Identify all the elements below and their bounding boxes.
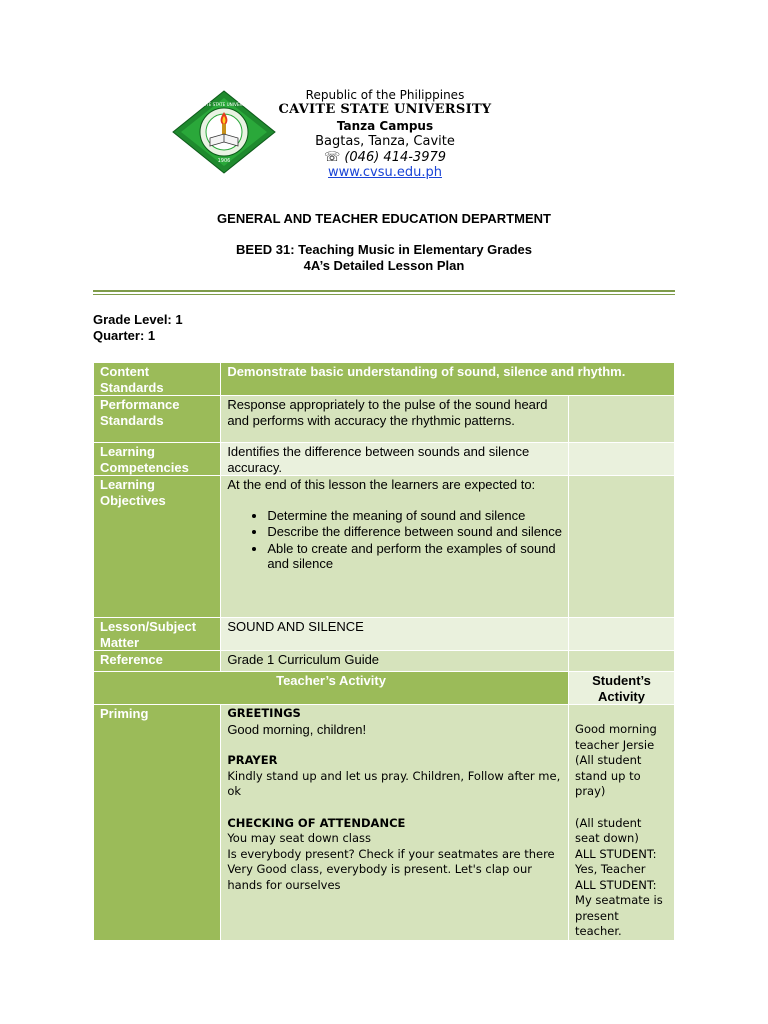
content-standards-label: Content Standards (94, 363, 221, 396)
subject-matter-empty (569, 618, 675, 651)
row-content-standards (94, 363, 675, 396)
objective-item: • Able to create and perform the examples of sound and silence (267, 541, 562, 572)
campus-name: Tanza Campus (336, 119, 434, 133)
learning-competencies-empty (569, 443, 675, 476)
attendance-title: CHECKING OF ATTENDANCE (227, 815, 406, 830)
priming-label: Priming (94, 705, 221, 941)
course-title: BEED 31: Teaching Music in Elementary Grades (236, 242, 532, 257)
content-standards-value: Demonstrate basic understanding of sound, silence and rhythm. (221, 363, 675, 396)
university-seal-logo (172, 90, 276, 174)
attendance-line: Is everybody present? Check if your seatmates are there (227, 846, 555, 861)
objective-item: • Describe the difference between sound and silence (267, 524, 562, 540)
performance-standards-label: Performance Standards (94, 396, 221, 443)
row-priming (94, 705, 675, 941)
learning-objectives-value (221, 476, 569, 618)
website-link[interactable]: www.cvsu.edu.ph (328, 165, 442, 180)
seal-text: CAVITE STATE UNIVERSITY (196, 102, 252, 107)
objectives-list (227, 508, 562, 572)
attendance-line: You may seat down class (227, 831, 372, 845)
lesson-plan-table (93, 362, 675, 941)
subject-matter-label: Lesson/Subject Matter (94, 618, 221, 651)
grade-level: Grade Level: 1 (93, 312, 183, 327)
objectives-intro: At the end of this lesson the learners are expected to: (227, 477, 536, 492)
plan-title: 4A’s Detailed Lesson Plan (303, 258, 465, 273)
priming-student-activity (569, 705, 675, 941)
prayer-title: PRAYER (227, 753, 278, 767)
priming-teacher-activity (221, 705, 569, 941)
learning-competencies-value: Identifies the difference between sounds and silence accuracy. (221, 443, 569, 476)
performance-standards-value: Response appropriately to the pulse of the sound heard and performs with accuracy the rhythmic patterns. (221, 396, 569, 443)
objective-item: • Determine the meaning of sound and silence (267, 508, 562, 524)
student-line: ALL STUDENT: Yes, Teacher (575, 846, 657, 876)
learning-objectives-label: Learning Objectives (94, 476, 221, 618)
reference-empty (569, 651, 675, 672)
row-activity-header (94, 672, 675, 705)
reference-label: Reference (94, 651, 221, 672)
campus-address: Bagtas, Tanza, Cavite (315, 134, 455, 149)
header-divider-thin (93, 294, 675, 295)
republic-line: Republic of the Philippines (305, 88, 465, 102)
teacher-activity-header: Teacher’s Activity (94, 672, 569, 705)
seal-year: 1906 (217, 158, 231, 164)
greetings-title: GREETINGS (227, 706, 301, 720)
performance-standards-empty (569, 396, 675, 443)
student-line: (All student seat down) (575, 815, 642, 845)
prayer-text: Kindly stand up and let us pray. Children, Follow after me, ok (227, 768, 561, 798)
student-line: ALL STUDENT: My seatmate is present teacher. (575, 877, 663, 938)
header-divider (93, 290, 675, 292)
row-subject-matter (94, 618, 675, 651)
university-name: CAVITE STATE UNIVERSITY (278, 102, 492, 117)
phone-number: ☏ (046) 414-3979 (323, 150, 447, 165)
row-learning-competencies (94, 443, 675, 476)
learning-competencies-label: Learning Competencies (94, 443, 221, 476)
quarter: Quarter: 1 (93, 328, 156, 343)
student-greeting: Good morning teacher Jersie (575, 722, 657, 752)
row-learning-objectives (94, 476, 675, 618)
row-performance-standards (94, 396, 675, 443)
learning-objectives-empty (569, 476, 675, 618)
student-prayer: (All student stand up to pray) (575, 753, 642, 798)
student-activity-header: Student’s Activity (569, 672, 675, 705)
row-reference (94, 651, 675, 672)
department-title: GENERAL AND TEACHER EDUCATION DEPARTMENT (217, 211, 551, 226)
greetings-text: Good morning, children! (227, 721, 367, 737)
reference-value: Grade 1 Curriculum Guide (221, 651, 569, 672)
attendance-line: Very Good class, everybody is present. Let's clap our hands for ourselves (227, 862, 532, 892)
subject-matter-value: SOUND AND SILENCE (221, 618, 569, 651)
